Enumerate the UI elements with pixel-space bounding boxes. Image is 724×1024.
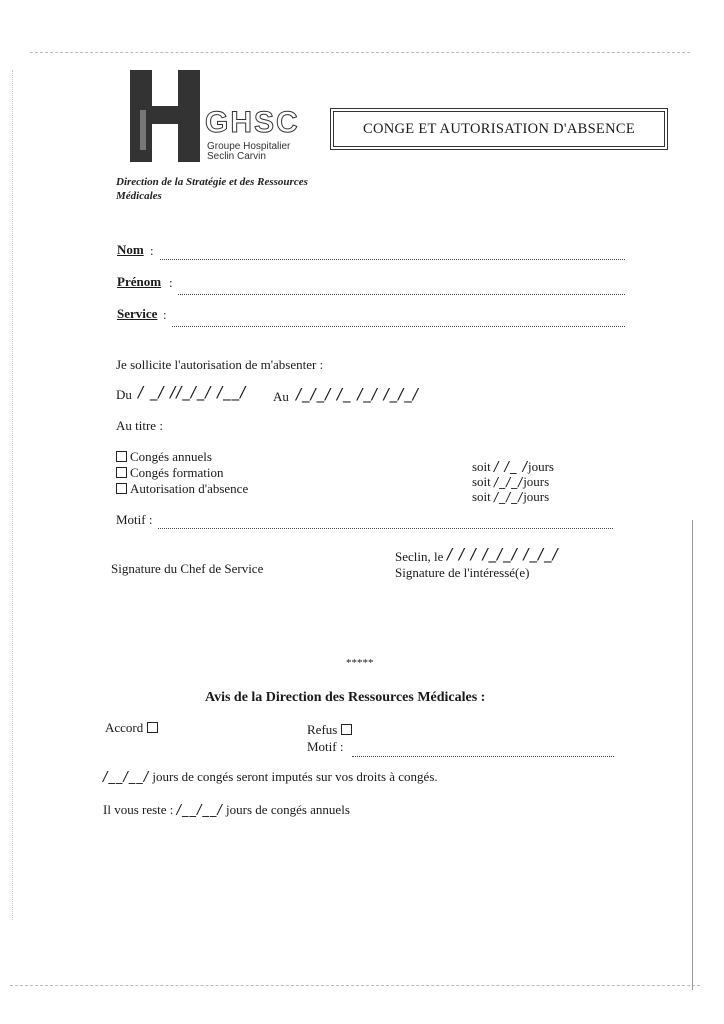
soit-row-1 [472, 459, 554, 475]
scan-edge-bottom [10, 985, 700, 986]
request-intro: Je sollicite l'autorisation de m'absenter : [116, 357, 324, 372]
soit-label: soit [472, 489, 491, 504]
soit-label: soit [472, 474, 491, 489]
reste-line [103, 802, 350, 818]
au-label: Au [273, 389, 289, 404]
avis-motif-label: Motif : [307, 739, 344, 754]
refus-label: Refus [307, 722, 338, 737]
days-field[interactable]: /_/_/ [494, 490, 524, 504]
days-field[interactable]: / /_ / [494, 460, 528, 475]
option-label: Congés annuels [130, 449, 212, 464]
service-colon: : [163, 307, 167, 322]
direction-label [116, 175, 308, 203]
accord-option[interactable] [105, 720, 161, 736]
form-title: CONGE ET AUTORISATION D'ABSENCE [333, 111, 665, 147]
nom-colon: : [150, 243, 154, 258]
reste-days-field[interactable]: /__/__/ [176, 803, 223, 818]
imputes-days-field[interactable]: /__/__/ [103, 770, 150, 785]
soit-row-3 [472, 489, 549, 505]
option-conges-formation[interactable] [116, 465, 224, 481]
unit-label: jours [523, 474, 550, 489]
ghsc-logo-icon [130, 70, 200, 162]
motif-field[interactable] [158, 527, 613, 529]
motif-label: Motif : [116, 512, 153, 527]
logo-subtitle-line2: Seclin Carvin [207, 151, 266, 162]
option-label: Autorisation d'absence [130, 481, 249, 496]
reste-text: jours de congés annuels [226, 802, 350, 817]
direction-line1: Direction de la Stratégie et des Ressources [116, 176, 308, 188]
option-autorisation-absence[interactable] [116, 481, 248, 497]
nom-label: Nom [117, 242, 144, 257]
scan-edge-left [12, 70, 13, 920]
logo-subtitle-line1: Groupe Hospitalier [207, 141, 291, 152]
checkbox-icon[interactable] [116, 451, 127, 462]
du-label: Du [116, 387, 132, 402]
au-date-field[interactable]: /_/_/ /_ /_/ /_/_/ [296, 385, 419, 403]
unit-label: jours [523, 489, 550, 504]
refus-option[interactable] [307, 722, 355, 738]
prenom-colon: : [169, 275, 173, 290]
unit-label: jours [527, 459, 554, 474]
option-conges-annuels[interactable] [116, 449, 212, 465]
nom-field[interactable] [160, 258, 625, 260]
prenom-label: Prénom [117, 274, 162, 289]
du-date-field[interactable]: / _/ //_/_/ /__/ [138, 383, 247, 401]
checkbox-icon[interactable] [147, 722, 158, 733]
direction-line2: Médicales [116, 190, 162, 202]
signature-date-field[interactable]: / / / /_/_/ /_/_/ [447, 545, 559, 563]
au-titre-label: Au titre : [116, 418, 163, 433]
imputes-text: jours de congés seront imputés sur vos droits à congés. [152, 769, 438, 784]
checkbox-icon[interactable] [116, 467, 127, 478]
signature-interesse-label: Signature de l'intéressé(e) [395, 565, 530, 580]
service-label: Service [117, 306, 158, 321]
avis-title: Avis de la Direction des Ressources Médicales : [205, 690, 486, 705]
accord-label: Accord [105, 720, 144, 735]
service-field[interactable] [172, 325, 625, 327]
reste-label: Il vous reste : [103, 802, 174, 817]
scan-edge-right [692, 520, 693, 990]
scan-edge-top [30, 52, 690, 53]
separator-stars: ***** [346, 657, 374, 669]
soit-label: soit [472, 459, 491, 474]
prenom-field[interactable] [178, 293, 625, 295]
checkbox-icon[interactable] [341, 724, 352, 735]
soit-row-2 [472, 474, 549, 490]
imputes-line [103, 769, 438, 785]
signature-chef-label: Signature du Chef de Service [111, 561, 264, 576]
logo-subtitle [207, 142, 290, 162]
seclin-le-label: Seclin, le [395, 549, 444, 564]
avis-motif-field[interactable] [352, 755, 614, 757]
checkbox-icon[interactable] [116, 483, 127, 494]
logo-text: GHSC [205, 106, 300, 139]
option-label: Congés formation [130, 465, 224, 480]
days-field[interactable]: /_/_/ [494, 475, 524, 489]
